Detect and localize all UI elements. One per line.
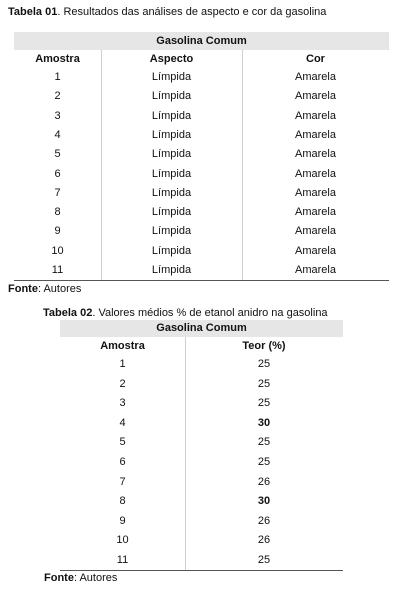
table1-caption [8,6,326,18]
table2-cell-amostra: 5 [119,436,126,449]
table2-cell-amostra: 3 [119,397,126,410]
table1-cell-cor: Amarela [295,186,336,199]
table2-cell-teor: 25 [257,456,271,468]
table1-cell-cor: Amarela [295,167,336,180]
table1-cell-cor: Amarela [295,71,336,83]
table1-cell-aspecto: Límpida [151,90,192,103]
table1-cell-aspecto: Límpida [151,225,192,238]
table1-cell-amostra: 5 [54,148,61,161]
table2-cell-amostra: 6 [119,456,126,468]
table2-cell-teor: 26 [257,534,271,547]
table1-cell-cor: Amarela [295,128,336,141]
table2-cell-teor: 25 [257,436,271,449]
table1-cell-aspecto: Límpida [151,264,192,276]
table2-cell-amostra: 10 [116,534,129,547]
table1-cell-amostra: 10 [51,244,64,257]
table1-col-amostra: Amostra [35,53,80,65]
table1-cell-aspecto: Límpida [151,167,192,180]
table2-source [44,572,117,584]
table2-cell-amostra: 8 [119,495,126,508]
table1-cell-cor: Amarela [295,90,336,103]
table2-cell-teor: 25 [257,554,271,566]
table1-col-aspecto: Aspecto [149,53,194,65]
table1-col-cor: Cor [306,53,325,65]
table1-caption-label: Tabela 01 [8,6,58,18]
table1-cell-aspecto: Límpida [151,71,192,83]
table2-caption-text: . Valores médios % de etanol anidro na gasolina [92,307,328,319]
table2-source-text: : Autores [73,572,118,584]
table1-caption-text: . Resultados das análises de aspecto e cor da gasolina [57,6,327,18]
table1-cell-amostra: 9 [54,225,61,238]
table1-cell-aspecto: Límpida [151,186,192,199]
table1-cell-aspecto: Límpida [151,128,192,141]
table2-cell-amostra: 7 [119,475,126,488]
table2-group-header: Gasolina Comum [60,320,343,337]
table2-cell-teor: 26 [257,514,271,527]
table1-cell-amostra: 4 [54,128,61,141]
table1-cell-cor: Amarela [295,148,336,161]
table2-col-teor: Teor (%) [242,340,286,352]
table1-cell-amostra: 1 [54,71,61,83]
table1-cell-cor: Amarela [295,264,336,276]
table1-group-header: Gasolina Comum [14,32,389,50]
table1-cell-cor: Amarela [295,206,336,219]
table1-cell-amostra: 2 [54,90,61,103]
table1-source-text: : Autores [37,283,82,295]
table1-cell-amostra: 11 [51,264,64,276]
table2-source-label: Fonte [44,572,74,584]
table2-bottom-rule [60,570,343,571]
table2-cell-teor: 26 [257,475,271,488]
table2-caption-label: Tabela 02 [43,307,93,319]
table2-cell-teor: 25 [257,397,271,410]
table1-cell-aspecto: Límpida [151,109,192,122]
table1-bottom-rule [14,280,389,281]
table1-source-label: Fonte [8,283,38,295]
table2-cell-amostra: 2 [119,377,126,390]
table2-cell-teor: 25 [257,377,271,390]
table2-cell-amostra: 4 [119,416,126,429]
table1-cell-amostra: 8 [54,206,61,219]
table1-cell-aspecto: Límpida [151,206,192,219]
table2-caption [43,307,328,319]
table2-cell-teor: 30 [257,416,271,429]
table1-cell-aspecto: Límpida [151,244,192,257]
table1-source [8,283,81,295]
table1-cell-amostra: 3 [54,109,61,122]
table1-cell-amostra: 7 [54,186,61,199]
table1-cell-amostra: 6 [54,167,61,180]
table2-cell-amostra: 11 [116,554,129,566]
table1-cell-aspecto: Límpida [151,148,192,161]
table2-col-amostra: Amostra [100,340,145,352]
table2-cell-teor: 30 [257,495,271,508]
table2-cell-teor: 25 [257,358,271,370]
table2-cell-amostra: 1 [119,358,126,370]
table2-cell-amostra: 9 [119,514,126,527]
table1-cell-cor: Amarela [295,109,336,122]
table1-cell-cor: Amarela [295,225,336,238]
table1-cell-cor: Amarela [295,244,336,257]
